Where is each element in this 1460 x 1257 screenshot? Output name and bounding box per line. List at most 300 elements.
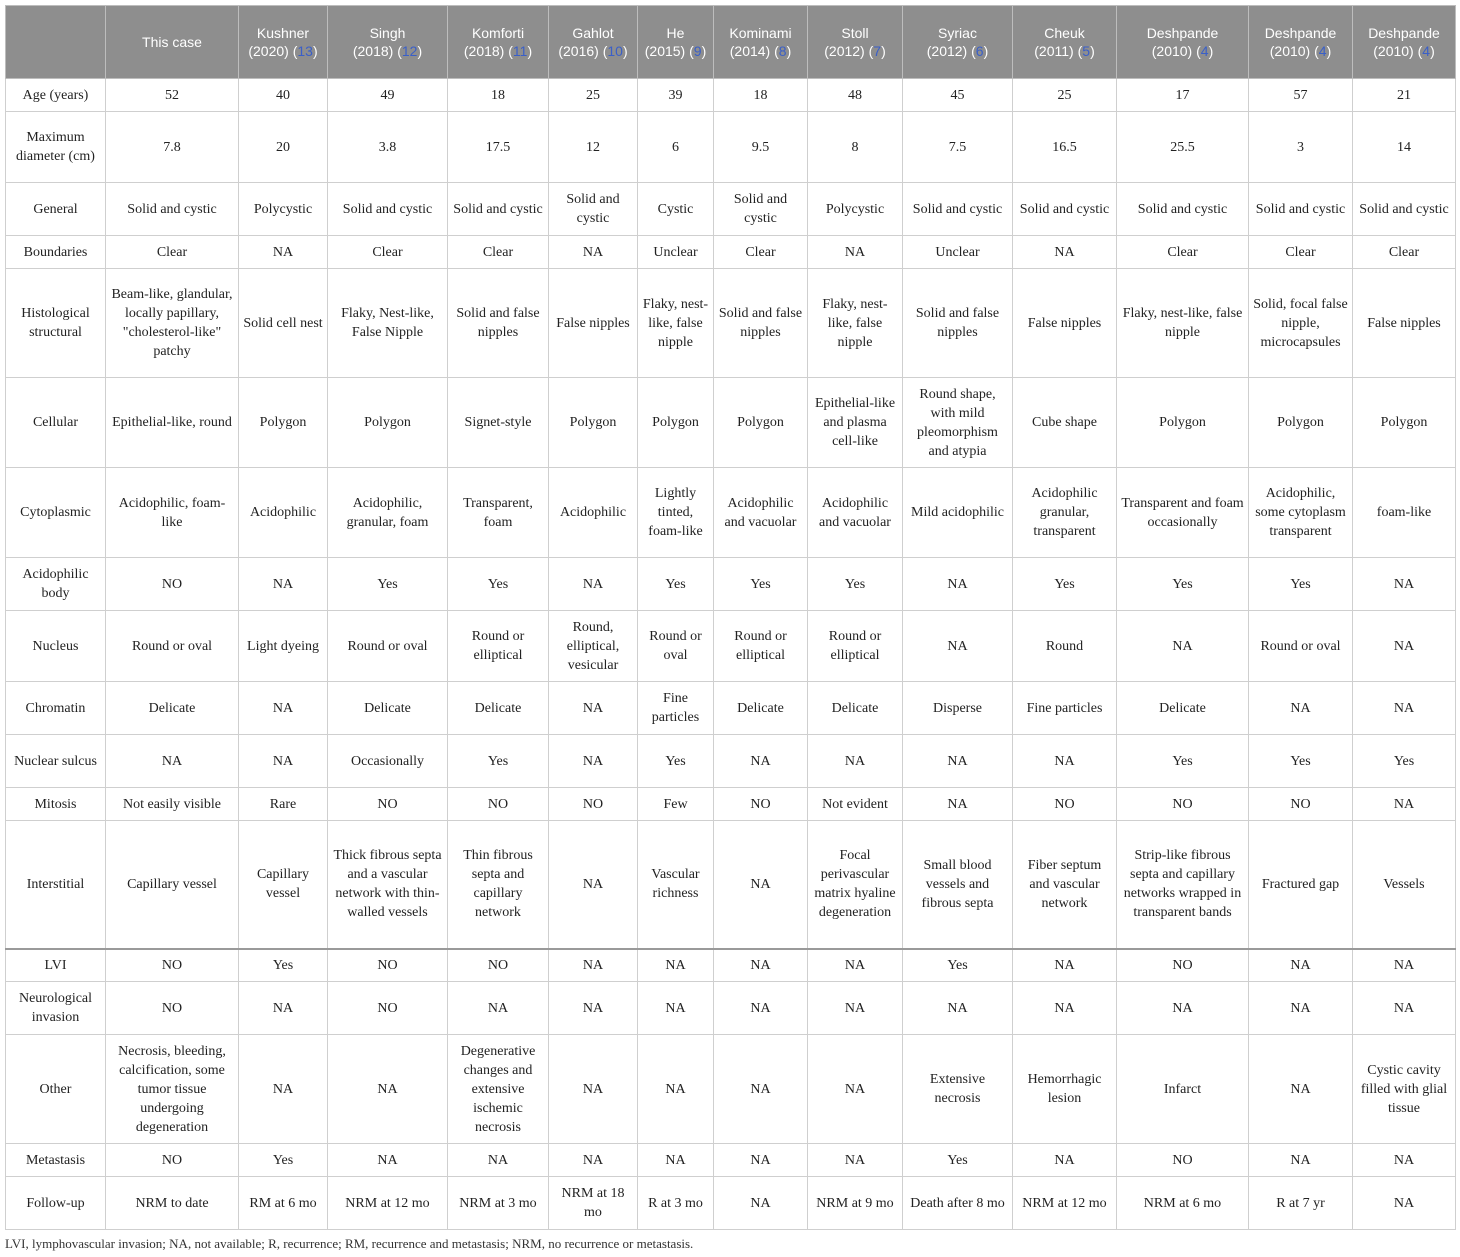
table-cell: Beam-like, glandular, locally papillary, "cholesterol-like" patchy <box>106 269 239 378</box>
table-cell: Capillary vessel <box>239 821 328 949</box>
table-cell: 40 <box>239 79 328 112</box>
table-cell: Round or elliptical <box>448 611 549 682</box>
table-cell: Solid and cystic <box>549 183 638 236</box>
table-cell: NA <box>549 1035 638 1144</box>
table-cell: NRM to date <box>106 1177 239 1230</box>
table-cell: False nipples <box>1013 269 1117 378</box>
table-cell: Round or elliptical <box>714 611 808 682</box>
table-cell: Yes <box>239 949 328 982</box>
table-cell: Acidophilic and vacuolar <box>808 468 903 558</box>
table-cell: NO <box>1117 949 1249 982</box>
table-cell: 3.8 <box>328 112 448 183</box>
table-cell: NA <box>549 236 638 269</box>
table-row <box>6 735 1456 788</box>
table-cell: NO <box>106 558 239 611</box>
table-cell: 18 <box>714 79 808 112</box>
table-row <box>6 112 1456 183</box>
table-cell: Solid and cystic <box>1013 183 1117 236</box>
header-cell-8: Stoll (2012) (7) <box>808 6 903 79</box>
table-cell: 6 <box>638 112 714 183</box>
citation-link[interactable]: 4 <box>1422 43 1431 59</box>
header-cell-2: Kushner (2020) (13) <box>239 6 328 79</box>
table-cell: NA <box>448 1144 549 1177</box>
table-row <box>6 821 1456 949</box>
table-cell: NA <box>549 821 638 949</box>
table-cell: NA <box>714 1035 808 1144</box>
table-cell: Vascular richness <box>638 821 714 949</box>
header-cell-9: Syriac (2012) (6) <box>903 6 1013 79</box>
citation-link[interactable]: 5 <box>1082 43 1091 59</box>
table-cell: Solid and false nipples <box>448 269 549 378</box>
table-cell: Flaky, nest-like, false nipple <box>638 269 714 378</box>
table-cell: Polygon <box>328 378 448 468</box>
table-cell: Acidophilic, granular, foam <box>328 468 448 558</box>
table-cell: Light dyeing <box>239 611 328 682</box>
citation-link[interactable]: 6 <box>975 43 984 59</box>
table-cell: Polygon <box>1249 378 1353 468</box>
header-author: Syriac <box>938 25 977 41</box>
table-cell: 16.5 <box>1013 112 1117 183</box>
table-cell: NA <box>239 682 328 735</box>
table-cell: NA <box>1353 1144 1456 1177</box>
header-cell-1 <box>106 6 239 79</box>
table-cell: NA <box>549 558 638 611</box>
header-corner-cell <box>6 6 106 79</box>
table-cell: Yes <box>903 1144 1013 1177</box>
table-row <box>6 236 1456 269</box>
table-row <box>6 183 1456 236</box>
table-cell: 7.5 <box>903 112 1013 183</box>
table-cell: Flaky, nest-like, false nipple <box>1117 269 1249 378</box>
table-cell: NA <box>808 735 903 788</box>
table-cell: Hemorrhagic lesion <box>1013 1035 1117 1144</box>
table-cell: Epithelial-like and plasma cell-like <box>808 378 903 468</box>
table-cell: NA <box>714 982 808 1035</box>
table-cell: Clear <box>328 236 448 269</box>
table-cell: Acidophilic granular, transparent <box>1013 468 1117 558</box>
table-cell: NA <box>106 735 239 788</box>
table-cell: NA <box>638 982 714 1035</box>
table-cell: Solid and false nipples <box>903 269 1013 378</box>
table-cell: NA <box>239 236 328 269</box>
table-cell: R at 7 yr <box>1249 1177 1353 1230</box>
header-author: Stoll <box>841 25 869 41</box>
table-cell: NO <box>328 788 448 821</box>
table-cell: Solid cell nest <box>239 269 328 378</box>
table-cell: NA <box>549 735 638 788</box>
citation-link[interactable]: 12 <box>401 43 418 59</box>
table-cell: Round or oval <box>638 611 714 682</box>
table-cell: Delicate <box>328 682 448 735</box>
table-cell: Delicate <box>106 682 239 735</box>
table-cell: NRM at 12 mo <box>1013 1177 1117 1230</box>
table-cell: NA <box>1013 949 1117 982</box>
header-cell-11: Deshpande (2010) (4) <box>1117 6 1249 79</box>
row-label: Nuclear sulcus <box>6 735 106 788</box>
table-cell: NA <box>808 1144 903 1177</box>
table-cell: Necrosis, bleeding, calcification, some tumor tissue undergoing degeneration <box>106 1035 239 1144</box>
table-cell: NA <box>1353 788 1456 821</box>
table-cell: NO <box>1117 1144 1249 1177</box>
table-cell: Rare <box>239 788 328 821</box>
table-cell: NA <box>1249 982 1353 1035</box>
row-label: Other <box>6 1035 106 1144</box>
table-cell: NO <box>106 982 239 1035</box>
table-cell: 20 <box>239 112 328 183</box>
table-cell: Not easily visible <box>106 788 239 821</box>
table-cell: Yes <box>903 949 1013 982</box>
table-cell: False nipples <box>1353 269 1456 378</box>
table-cell: NA <box>549 982 638 1035</box>
table-cell: Delicate <box>808 682 903 735</box>
table-row <box>6 949 1456 982</box>
citation-link[interactable]: 11 <box>512 43 528 59</box>
table-cell: Focal perivascular matrix hyaline degeneration <box>808 821 903 949</box>
citation-link[interactable]: 8 <box>778 43 787 59</box>
header-cell-5: Gahlot (2016) (10) <box>549 6 638 79</box>
table-cell: Strip-like fibrous septa and capillary networks wrapped in transparent bands <box>1117 821 1249 949</box>
table-cell: 25 <box>549 79 638 112</box>
table-cell: 21 <box>1353 79 1456 112</box>
table-cell: RM at 6 mo <box>239 1177 328 1230</box>
header-year: (2018) <box>463 43 505 59</box>
table-cell: NA <box>549 1144 638 1177</box>
table-cell: Capillary vessel <box>106 821 239 949</box>
row-label: LVI <box>6 949 106 982</box>
table-cell: NA <box>808 1035 903 1144</box>
table-cell: Extensive necrosis <box>903 1035 1013 1144</box>
table-cell: 49 <box>328 79 448 112</box>
table-cell: NRM at 12 mo <box>328 1177 448 1230</box>
table-cell: NA <box>714 1144 808 1177</box>
table-row <box>6 79 1456 112</box>
row-label: Mitosis <box>6 788 106 821</box>
table-row <box>6 682 1456 735</box>
table-cell: Delicate <box>1117 682 1249 735</box>
header-author: Kominami <box>729 25 792 41</box>
table-cell: NA <box>239 982 328 1035</box>
table-cell: Clear <box>106 236 239 269</box>
table-cell: NA <box>638 1144 714 1177</box>
table-cell: NO <box>106 949 239 982</box>
table-cell: Flaky, Nest-like, False Nipple <box>328 269 448 378</box>
table-cell: NA <box>1117 982 1249 1035</box>
table-cell: Solid and cystic <box>328 183 448 236</box>
comparison-table-wrap <box>5 5 1455 1230</box>
header-year: (2010) <box>1373 43 1414 59</box>
table-cell: Solid and cystic <box>106 183 239 236</box>
table-cell: Polygon <box>638 378 714 468</box>
header-cell-7: Kominami (2014) (8) <box>714 6 808 79</box>
table-cell: Yes <box>638 558 714 611</box>
table-cell: Small blood vessels and fibrous septa <box>903 821 1013 949</box>
table-cell: Unclear <box>638 236 714 269</box>
table-cell: NO <box>1249 788 1353 821</box>
table-cell: Cube shape <box>1013 378 1117 468</box>
table-cell: NA <box>1013 236 1117 269</box>
header-year: (2018) <box>352 43 394 59</box>
table-cell: Occasionally <box>328 735 448 788</box>
table-cell: Yes <box>328 558 448 611</box>
table-cell: NA <box>239 558 328 611</box>
table-cell: Clear <box>1249 236 1353 269</box>
table-cell: Yes <box>638 735 714 788</box>
table-row <box>6 558 1456 611</box>
table-cell: NA <box>638 1035 714 1144</box>
table-cell: Round or oval <box>328 611 448 682</box>
table-cell: Yes <box>1353 735 1456 788</box>
header-cell-12: Deshpande (2010) (4) <box>1249 6 1353 79</box>
table-cell: Clear <box>448 236 549 269</box>
table-cell: Yes <box>448 735 549 788</box>
table-cell: NA <box>1353 982 1456 1035</box>
table-cell: Vessels <box>1353 821 1456 949</box>
header-author: Komforti <box>471 25 525 41</box>
table-cell: NO <box>106 1144 239 1177</box>
table-cell: 25 <box>1013 79 1117 112</box>
table-cell: Round or oval <box>1249 611 1353 682</box>
table-cell: Solid and cystic <box>1249 183 1353 236</box>
table-cell: foam-like <box>1353 468 1456 558</box>
table-footnote: LVI, lymphovascular invasion; NA, not available; R, recurrence; RM, recurrence and metastasis; NRM, no recurrence or metastasis. <box>5 1236 694 1251</box>
table-row <box>6 982 1456 1035</box>
table-cell: NA <box>903 558 1013 611</box>
table-cell: Clear <box>1117 236 1249 269</box>
table-cell: NO <box>448 788 549 821</box>
row-label: Cytoplasmic <box>6 468 106 558</box>
table-cell: NO <box>549 788 638 821</box>
table-cell: Fractured gap <box>1249 821 1353 949</box>
table-cell: Epithelial-like, round <box>106 378 239 468</box>
table-cell: NA <box>1353 949 1456 982</box>
table-cell: Solid, focal false nipple, microcapsules <box>1249 269 1353 378</box>
table-row <box>6 611 1456 682</box>
table-cell: Clear <box>1353 236 1456 269</box>
citation-link[interactable]: 7 <box>873 43 882 59</box>
table-cell: 3 <box>1249 112 1353 183</box>
table-cell: Polycystic <box>239 183 328 236</box>
table-cell: Delicate <box>714 682 808 735</box>
table-cell: NA <box>239 1035 328 1144</box>
table-row <box>6 269 1456 378</box>
table-cell: NA <box>1249 1144 1353 1177</box>
table-cell: NA <box>1117 611 1249 682</box>
table-cell: NA <box>1353 558 1456 611</box>
row-label: Chromatin <box>6 682 106 735</box>
citation-link[interactable]: 13 <box>297 43 313 59</box>
table-cell: Solid and cystic <box>1117 183 1249 236</box>
header-author: Deshpande <box>1368 25 1440 41</box>
table-cell: 18 <box>448 79 549 112</box>
row-label: Follow-up <box>6 1177 106 1230</box>
header-year: (2015) <box>644 43 686 59</box>
table-cell: 17 <box>1117 79 1249 112</box>
table-cell: Solid and cystic <box>903 183 1013 236</box>
table-body <box>6 79 1456 1230</box>
table-cell: NO <box>1013 788 1117 821</box>
row-label: Maximum diameter (cm) <box>6 112 106 183</box>
table-cell: 7.8 <box>106 112 239 183</box>
header-cell-3: Singh (2018) (12) <box>328 6 448 79</box>
table-cell: NA <box>808 236 903 269</box>
table-cell: Yes <box>1117 558 1249 611</box>
case-comparison-table <box>5 5 1456 1230</box>
table-cell: Acidophilic, foam-like <box>106 468 239 558</box>
row-label: Interstitial <box>6 821 106 949</box>
table-cell: Cystic cavity filled with glial tissue <box>1353 1035 1456 1144</box>
table-cell: Lightly tinted, foam-like <box>638 468 714 558</box>
table-cell: NA <box>808 982 903 1035</box>
table-cell: Fine particles <box>1013 682 1117 735</box>
table-cell: NRM at 6 mo <box>1117 1177 1249 1230</box>
table-cell: Mild acidophilic <box>903 468 1013 558</box>
table-row <box>6 788 1456 821</box>
table-cell: Cystic <box>638 183 714 236</box>
table-cell: False nipples <box>549 269 638 378</box>
header-author: Deshpande <box>1264 25 1337 41</box>
table-cell: NO <box>328 949 448 982</box>
table-cell: NA <box>903 735 1013 788</box>
row-label: Cellular <box>6 378 106 468</box>
table-row <box>6 1177 1456 1230</box>
table-cell: NA <box>1013 1144 1117 1177</box>
table-cell: Disperse <box>903 682 1013 735</box>
table-cell: Solid and cystic <box>448 183 549 236</box>
table-cell: Polygon <box>714 378 808 468</box>
table-row <box>6 1144 1456 1177</box>
table-cell: NA <box>903 982 1013 1035</box>
header-year: (2010) <box>1151 43 1193 59</box>
table-cell: Yes <box>808 558 903 611</box>
table-row <box>6 1035 1456 1144</box>
table-cell: Polygon <box>1353 378 1456 468</box>
table-cell: Solid and cystic <box>714 183 808 236</box>
table-cell: NA <box>714 821 808 949</box>
citation-link[interactable]: 9 <box>693 43 702 59</box>
table-cell: Fiber septum and vascular network <box>1013 821 1117 949</box>
header-year: (2011) <box>1034 43 1074 59</box>
table-cell: 14 <box>1353 112 1456 183</box>
row-label: Histological structural <box>6 269 106 378</box>
table-cell: Yes <box>1117 735 1249 788</box>
table-cell: 12 <box>549 112 638 183</box>
table-cell: NA <box>1249 682 1353 735</box>
table-cell: Yes <box>1013 558 1117 611</box>
row-label: Neurological invasion <box>6 982 106 1035</box>
table-cell: NA <box>714 735 808 788</box>
citation-link[interactable]: 4 <box>1318 43 1327 59</box>
table-cell: NA <box>903 611 1013 682</box>
table-cell: Transparent, foam <box>448 468 549 558</box>
header-year: (2020) <box>248 43 289 59</box>
row-label: Acidophilic body <box>6 558 106 611</box>
table-cell: Yes <box>1249 558 1353 611</box>
table-cell: NO <box>448 949 549 982</box>
table-header-row <box>6 6 1456 79</box>
table-cell: Polycystic <box>808 183 903 236</box>
header-cell-13: Deshpande (2010) (4) <box>1353 6 1456 79</box>
table-cell: Round or oval <box>106 611 239 682</box>
table-cell: Round, elliptical, vesicular <box>549 611 638 682</box>
header-author: Deshpande <box>1146 25 1219 41</box>
table-cell: NA <box>1249 949 1353 982</box>
table-cell: NO <box>328 982 448 1035</box>
table-cell: Transparent and foam occasionally <box>1117 468 1249 558</box>
table-cell: NO <box>714 788 808 821</box>
table-cell: Polygon <box>1117 378 1249 468</box>
table-cell: Few <box>638 788 714 821</box>
table-cell: NA <box>1353 611 1456 682</box>
row-label: Metastasis <box>6 1144 106 1177</box>
table-cell: Solid and false nipples <box>714 269 808 378</box>
table-cell: 52 <box>106 79 239 112</box>
table-row <box>6 378 1456 468</box>
header-author: He <box>666 25 685 41</box>
table-cell: NA <box>328 1144 448 1177</box>
table-cell: Death after 8 mo <box>903 1177 1013 1230</box>
table-cell: NRM at 9 mo <box>808 1177 903 1230</box>
table-cell: NA <box>1013 982 1117 1035</box>
table-cell: Not evident <box>808 788 903 821</box>
table-cell: 25.5 <box>1117 112 1249 183</box>
table-cell: 9.5 <box>714 112 808 183</box>
table-cell: Unclear <box>903 236 1013 269</box>
table-cell: NA <box>549 949 638 982</box>
table-cell: 17.5 <box>448 112 549 183</box>
table-cell: Acidophilic and vacuolar <box>714 468 808 558</box>
table-row <box>6 468 1456 558</box>
header-year: (2016) <box>558 43 599 59</box>
table-cell: 45 <box>903 79 1013 112</box>
table-cell: Acidophilic <box>239 468 328 558</box>
table-cell: NA <box>239 735 328 788</box>
header-cell-6: He (2015) (9) <box>638 6 714 79</box>
table-cell: Clear <box>714 236 808 269</box>
citation-link[interactable]: 4 <box>1200 43 1209 59</box>
table-cell: Solid and cystic <box>1353 183 1456 236</box>
table-cell: NA <box>1353 1177 1456 1230</box>
table-cell: Yes <box>448 558 549 611</box>
table-cell: Delicate <box>448 682 549 735</box>
table-cell: Yes <box>1249 735 1353 788</box>
table-cell: R at 3 mo <box>638 1177 714 1230</box>
table-cell: Flaky, nest-like, false nipple <box>808 269 903 378</box>
table-cell: 8 <box>808 112 903 183</box>
row-label: General <box>6 183 106 236</box>
table-cell: NA <box>1013 735 1117 788</box>
header-author: This case <box>142 34 202 50</box>
table-cell: NA <box>448 982 549 1035</box>
table-cell: Polygon <box>239 378 328 468</box>
table-cell: NA <box>1353 682 1456 735</box>
table-cell: NO <box>1117 788 1249 821</box>
table-cell: NA <box>808 949 903 982</box>
citation-link[interactable]: 10 <box>607 43 623 59</box>
header-year: (2014) <box>729 43 771 59</box>
table-cell: NA <box>714 949 808 982</box>
header-year: (2012) <box>824 43 865 59</box>
row-label: Nucleus <box>6 611 106 682</box>
table-cell: Round <box>1013 611 1117 682</box>
header-author: Singh <box>369 25 406 41</box>
table-cell: Polygon <box>549 378 638 468</box>
table-cell: NRM at 3 mo <box>448 1177 549 1230</box>
table-cell: Signet-style <box>448 378 549 468</box>
table-cell: Infarct <box>1117 1035 1249 1144</box>
table-cell: NA <box>1249 1035 1353 1144</box>
table-cell: Degenerative changes and extensive ischemic necrosis <box>448 1035 549 1144</box>
header-author: Gahlot <box>572 25 614 41</box>
